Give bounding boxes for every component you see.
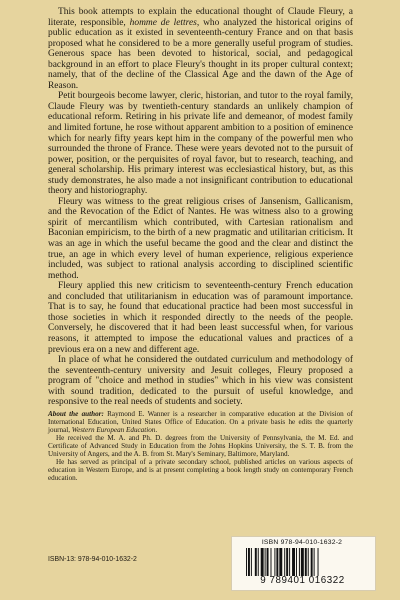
- paragraph-biography: Petit bourgeois become lawyer, cleric, historian, and tutor to the royal family, Claude Fleury was by twentieth-century standards an unlikely champion of educational reform. Retiring in his private life and demeanor, of modest family and limited fortune, he rose without apparent ambition to a position of eminence which for nearly fifty years kept him in the company of the powerful men who surrounded the throne of France. These were years devoted not to the pursuit of power, position, or the perquisites of royal favor, but to research, teaching, and general scholarship. His primary interest was ecclesiastical history, but, as this study demonstrates, he also made a not insignificant contribution to educational theory and historiography.: [48, 91, 353, 197]
- barcode-bar: [284, 548, 285, 576]
- barcode-bar: [265, 548, 266, 576]
- barcode-number: 9 789401 016322: [260, 575, 345, 586]
- author-intro: About the author: Raymond E. Wanner is a researcher in comparative education at the Division of International Education, United States Office of Education. On a private basis he edits the quarterly journal, Western European Education.: [48, 409, 353, 434]
- barcode-bar: [305, 548, 307, 576]
- barcode-bar: [274, 548, 275, 576]
- barcode-bar: [311, 548, 313, 576]
- author-degrees: He received the M. A. and Ph. D. degrees from the University of Pennsylvania, the M. Ed. and Certificate of Advanced Study in Education from the Johns Hopkins University, the S. T. B. from the University of Angers, and the A. B. from St. Mary's Seminary, Baltimore, Maryland.: [48, 433, 353, 459]
- isbn-text: ISBN-13: 978-94-010-1632-2: [48, 556, 137, 563]
- paragraph-historical-context: Fleury was witness to the great religious crises of Jansenism, Gallicanism, and the Revocation of the Edict of Nantes. He was witness also to a growing spirit of mercantilism which contributed, with Cartesian rationalism and Baconian empiricism, to the birth of a new pragmatic and utilitarian criticism. It was an age in which the useful became the good and the clear and distinct the true, an age in which every level of human experience, religious experience included, was subject to rational analysis according to disciplined scientific method.: [48, 196, 353, 281]
- back-cover-text: [48, 7, 353, 482]
- journal-title: Western European Education: [71, 425, 156, 434]
- about-the-author: [48, 410, 353, 482]
- barcode-bar: [261, 548, 264, 576]
- barcode-bar: [286, 548, 288, 576]
- barcode-bar: [255, 548, 257, 576]
- paragraph-intro: This book attempts to explain the educational thought of Claude Fleury, a literate, responsible, homme de lettres, who analyzed the historical origins of public education as it existed in seventeenth-century France and on that basis proposed what he considered to be a more generally useful program of studies. Generous space has been devoted to historical, social, and pedagogical background in an effort to place Fleury's thought in its proper cultural context; namely, that of the decline of the Classical Age and the dawn of the Age of Reason.: [48, 7, 354, 91]
- barcode-bar: [267, 548, 269, 576]
- barcode-bar: [251, 548, 252, 576]
- about-author-heading: About the author:: [48, 409, 104, 418]
- barcode-bar: [299, 548, 300, 576]
- barcode-bar: [318, 548, 319, 576]
- barcode-bar: [308, 548, 309, 576]
- barcode-bar: [279, 548, 282, 576]
- barcode-bar: [301, 548, 304, 576]
- barcode-bar: [271, 548, 272, 576]
- barcode-bar: [276, 548, 278, 576]
- barcode-bar: [296, 548, 297, 576]
- barcode-icon: [244, 548, 361, 576]
- barcode-bar: [314, 548, 315, 576]
- barcode-bar: [289, 548, 290, 576]
- barcode-bar: [248, 548, 250, 576]
- barcode-bar: [292, 548, 295, 576]
- paragraph-utilitarianism: Fleury applied this new criticism to seventeenth-century French education and concluded that utilitarianism in education was of paramount importance. That is to say, he found that educational practice had been most successful in those societies in which it responded directly to the needs of the people. Conversely, he discovered that it had been least successful when, for various reasons, it attempted to impose the educational values and practices of a previous era on a new and different age.: [48, 281, 353, 355]
- paragraph-curriculum-proposal: In place of what he considered the outdated curriculum and methodology of the seventeenth-century university and Jesuit colleges, Fleury proposed a program of "choice and method in studies" which in his view was consistent with sound tradition, dedicated to the pursuit of useful knowledge, and responsive to the real needs of students and society.: [48, 355, 353, 408]
- barcode-isbn-label: ISBN 978-94-010-1632-2: [261, 539, 343, 546]
- barcode-bar: [246, 548, 247, 576]
- author-career: He has served as principal of a private secondary school, published articles on various aspects of education in Western Europe, and is at present completing a book length study on contemporary French education.: [48, 458, 353, 483]
- barcode-bar: [258, 548, 259, 576]
